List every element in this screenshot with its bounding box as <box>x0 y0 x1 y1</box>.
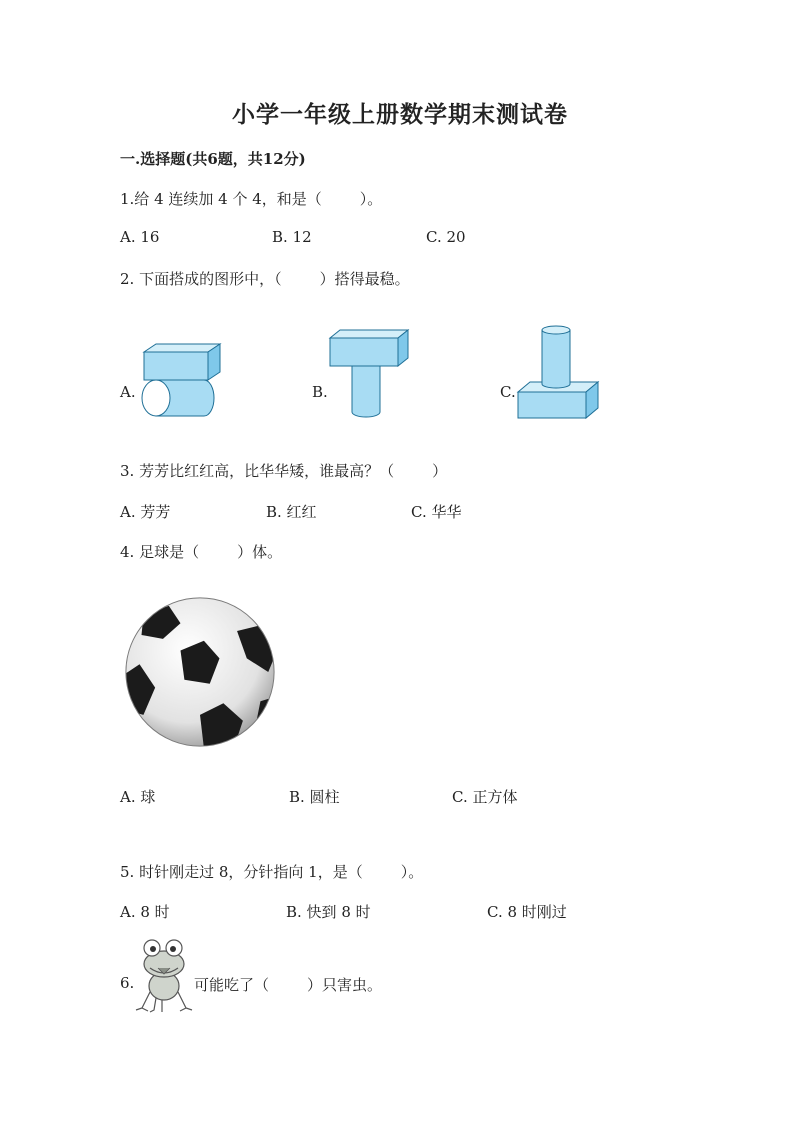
question-6-stem-end: ）只害虫。 <box>307 976 383 994</box>
question-3-stem: 3. 芳芳比红红高，比华华矮，谁最高？（ <box>120 462 395 480</box>
cylinder-end <box>142 380 170 416</box>
frog-cartoon <box>134 934 194 1014</box>
q5-option-a: A. 8 时 <box>120 903 170 921</box>
page-title: 小学一年级上册数学期末测试卷 <box>232 101 568 128</box>
cuboid-front <box>518 392 586 418</box>
q4-option-a: A. 球 <box>120 788 156 806</box>
question-5 <box>120 861 423 882</box>
cuboid-top <box>144 344 220 352</box>
frog-leg <box>136 992 150 1011</box>
question-5-stem: 5. 时针刚走过 8，分针指向 1，是（ <box>120 863 363 881</box>
cuboid-front <box>330 338 398 366</box>
q2-option-a: A. <box>120 383 136 401</box>
q3-option-c: C. 华华 <box>411 503 462 521</box>
cuboid-top <box>330 330 408 338</box>
q4-option-b: B. 圆柱 <box>289 788 340 806</box>
cuboid-front <box>144 352 208 380</box>
q3-option-b: B. 红红 <box>266 503 317 521</box>
cylinder-body <box>352 366 380 417</box>
cylinder-body <box>542 330 570 388</box>
question-6-stem: 可能吃了（ <box>194 976 270 994</box>
question-6-number: 6. <box>120 974 135 992</box>
question-1-stem: 1.给 4 连续加 4 个 4，和是（ <box>120 190 322 208</box>
question-4 <box>120 541 282 562</box>
question-1-stem-end: ）。 <box>359 190 383 208</box>
question-6 <box>194 974 382 995</box>
frog-leg <box>178 992 192 1011</box>
question-4-stem: 4. 足球是（ <box>120 543 200 561</box>
q5-option-c: C. 8 时刚过 <box>487 903 567 921</box>
q4-option-c: C. 正方体 <box>452 788 518 806</box>
q2-option-b: B. <box>312 383 328 401</box>
cylinder-on-cuboid-figure <box>516 322 600 420</box>
q5-option-b: B. 快到 8 时 <box>286 903 371 921</box>
question-3 <box>120 460 447 481</box>
cylinder-top <box>542 326 570 334</box>
q3-option-a: A. 芳芳 <box>120 503 171 521</box>
q2-option-c: C. <box>500 383 516 401</box>
question-5-stem-end: ）。 <box>400 863 424 881</box>
question-2-stem: 2. 下面搭成的图形中，（ <box>120 270 282 288</box>
q1-option-c: C. 20 <box>426 228 466 246</box>
cuboid-on-cylinder-figure <box>136 342 226 418</box>
question-4-stem-end: ）体。 <box>237 543 283 561</box>
soccer-ball-image <box>122 594 278 750</box>
question-3-stem-end: ） <box>432 462 448 480</box>
question-2-stem-end: ）搭得最稳。 <box>319 270 410 288</box>
question-1 <box>120 188 382 209</box>
cuboid-on-upright-cylinder-figure <box>328 328 412 418</box>
q1-option-b: B. 12 <box>272 228 312 246</box>
question-2 <box>120 268 410 289</box>
section-title: 一.选择题(共6题，共12分) <box>120 150 306 168</box>
q1-option-a: A. 16 <box>120 228 160 246</box>
